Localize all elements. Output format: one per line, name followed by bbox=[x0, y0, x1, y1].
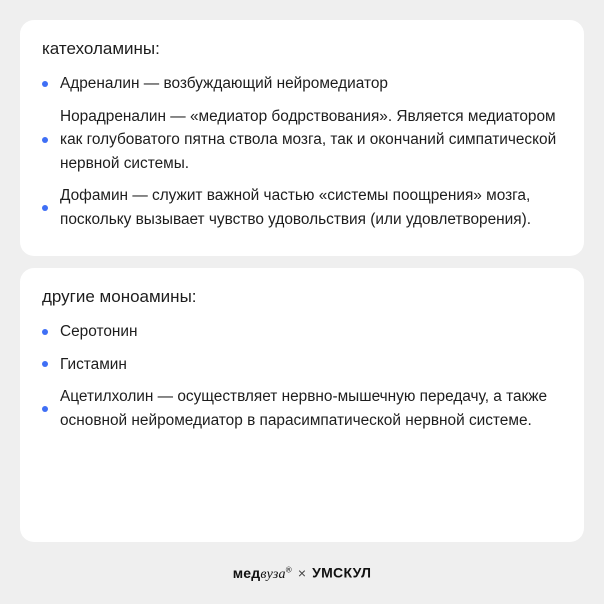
list-item-text: Гистамин bbox=[60, 355, 127, 373]
other-monoamines-card bbox=[20, 268, 584, 542]
list-item bbox=[42, 353, 562, 377]
section-title: катехоламины: bbox=[42, 39, 160, 58]
medvuza-logo: медвуза® bbox=[232, 564, 292, 582]
list-item-text: Норадреналин — «медиатор бодрствования». Является медиатором как голубоватого пятна ствола мозга, так и окончаний симпатической нервной системы. bbox=[60, 107, 557, 172]
bullet-dot-icon bbox=[42, 205, 48, 211]
list-item bbox=[42, 72, 562, 96]
catecholamines-card bbox=[20, 20, 584, 256]
bullet-dot-icon bbox=[42, 329, 48, 335]
list-item bbox=[42, 184, 562, 231]
bullet-dot-icon bbox=[42, 137, 48, 143]
list-item-text: Дофамин — служит важной частью «системы поощрения» мозга, поскольку вызывает чувство удовольствия (или удовлетворения). bbox=[60, 187, 531, 228]
monoamines-list bbox=[42, 320, 562, 432]
catecholamines-list bbox=[42, 72, 562, 231]
list-item bbox=[42, 105, 562, 176]
list-item-text: Адреналин — возбуждающий нейромедиатор bbox=[60, 75, 388, 92]
section-title: другие моноамины: bbox=[42, 287, 197, 306]
brand-footer bbox=[0, 560, 604, 585]
bullet-dot-icon bbox=[42, 361, 48, 367]
list-item bbox=[42, 385, 562, 432]
bullet-dot-icon bbox=[42, 406, 48, 412]
list-item-text: Серотонин bbox=[60, 323, 138, 340]
bullet-dot-icon bbox=[42, 81, 48, 87]
list-item bbox=[42, 320, 562, 344]
umskul-logo: УМСКУЛ bbox=[312, 564, 372, 581]
times-separator-icon: × bbox=[297, 564, 307, 581]
list-item-text: Ацетилхолин — осуществляет нервно-мышечную передачу, а также основной нейромедиатор в парасимпатической нервной системе. bbox=[60, 388, 548, 429]
